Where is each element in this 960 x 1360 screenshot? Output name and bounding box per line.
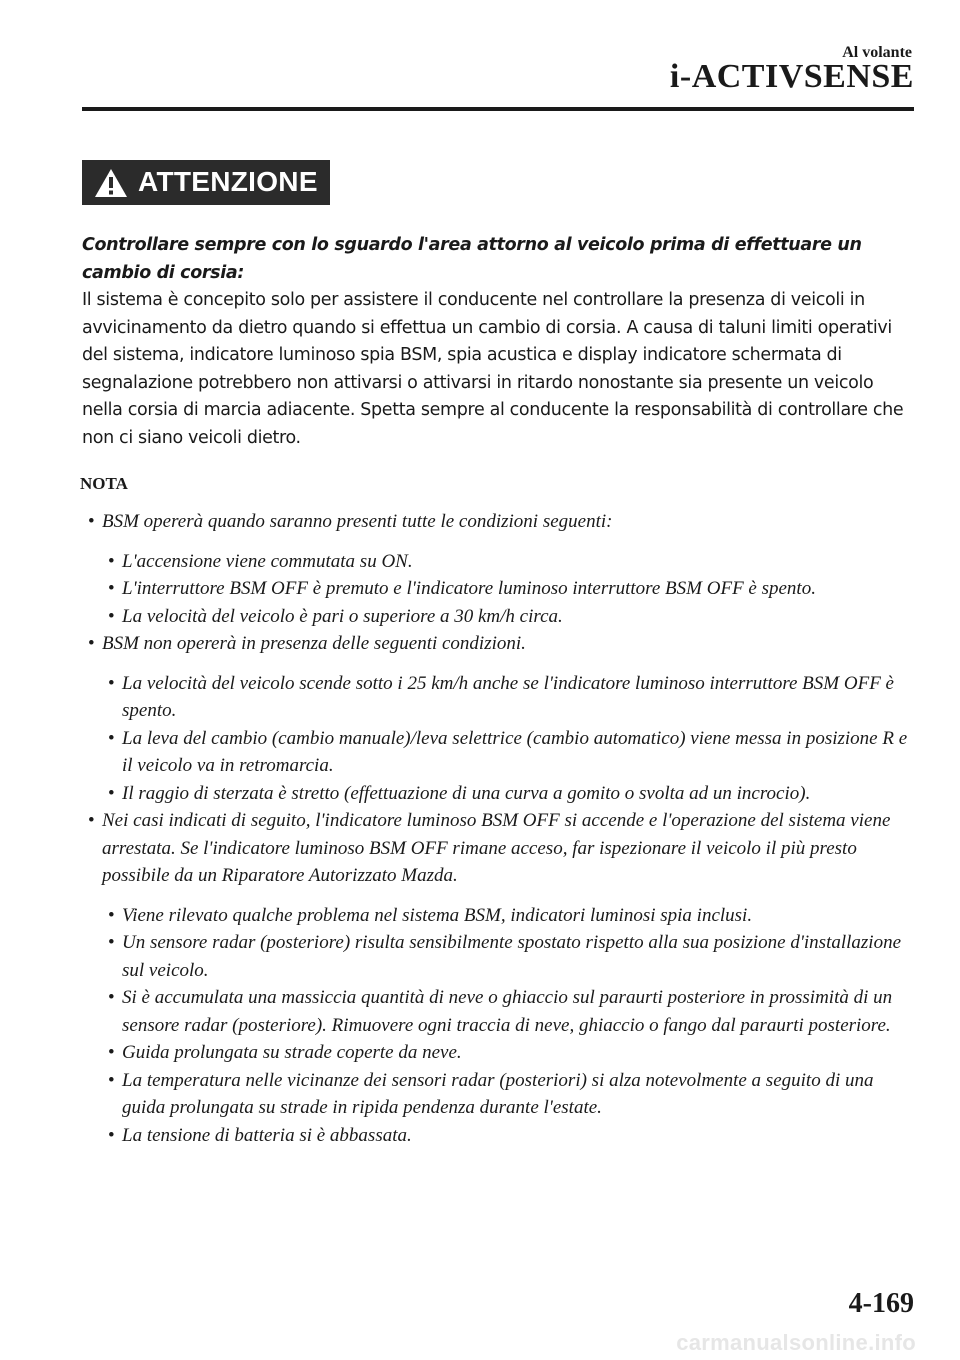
header-rule	[82, 107, 914, 111]
bullet: •	[88, 633, 95, 654]
note-subitem-text: Il raggio di sterzata è stretto (effettuazione di una curva a gomito o svolta ad un incrocio).	[122, 782, 811, 804]
note-subitem	[76, 929, 916, 984]
warning-text	[82, 232, 912, 452]
bullet: •	[108, 550, 115, 572]
note-label: NOTA	[80, 474, 128, 493]
note-subitem-text: L'interruttore BSM OFF è premuto e l'indicatore luminoso interruttore BSM OFF è spento.	[122, 578, 816, 599]
note-subitem-text: La velocità del veicolo è pari o superiore a 30 km/h circa.	[122, 605, 563, 627]
note-subitem	[76, 670, 916, 725]
note-subitem-text: La leva del cambio (cambio manuale)/leva selettrice (cambio automatico) viene messa in posizione R e il veicolo va in retromarcia.	[122, 727, 908, 776]
note-subitem	[76, 725, 916, 780]
bullet: •	[108, 1124, 115, 1146]
warning-banner	[82, 160, 330, 205]
chapter-title: i-ACTIVSENSE	[669, 58, 914, 95]
bullet: •	[88, 810, 95, 831]
note-subitem	[76, 1039, 916, 1067]
bullet: •	[108, 727, 115, 749]
bullet: •	[108, 605, 115, 627]
note-list	[76, 508, 916, 1149]
note-subitem	[76, 902, 916, 930]
warning-body: Il sistema è concepito solo per assistere il conducente nel controllare la presenza di veicoli in avvicinamento da dietro quando si effettua un cambio di corsia. A causa di taluni limiti operativi del sistema, indicatore luminoso spia BSM, spia acustica e display indicatore schermata di segnalazione potrebbero non attivarsi o attivarsi in ritardo nonostante sia presente un veicolo nella corsia di marcia adiacente. Spetta sempre al conducente la responsabilità di controllare che non ci siano veicoli dietro.	[82, 290, 904, 448]
bullet: •	[108, 932, 115, 953]
bullet: •	[108, 1042, 115, 1063]
note-subitem-text: Guida prolungata su strade coperte da neve.	[122, 1042, 462, 1063]
bullet: •	[108, 987, 115, 1008]
note-subitem-text: La velocità del veicolo scende sotto i 25 km/h anche se l'indicatore luminoso interruttore BSM OFF è spento.	[122, 672, 894, 721]
note-subitem	[76, 575, 916, 603]
note-subitem-text: La tensione di batteria si è abbassata.	[122, 1124, 412, 1146]
section-name: Al volante	[842, 44, 912, 61]
note-subitem-text: Si è accumulata una massiccia quantità di neve o ghiaccio sul paraurti posteriore in prossimità di un sensore radar (posteriore). Rimuovere ogni traccia di neve, ghiaccio o fango dal paraurti posteriore.	[122, 987, 893, 1036]
note-subitem-text: Un sensore radar (posteriore) risulta sensibilmente spostato rispetto alla sua posizione d'installazione sul veicolo.	[122, 932, 902, 981]
watermark: carmanualsonline.info	[676, 1330, 916, 1355]
note-item	[76, 630, 916, 658]
note-subitem	[76, 780, 916, 808]
note-subitem	[76, 603, 916, 631]
bullet: •	[108, 578, 115, 599]
note-item-text: BSM non opererà in presenza delle seguenti condizioni.	[102, 633, 526, 654]
note-item-text: Nei casi indicati di seguito, l'indicatore luminoso BSM OFF si accende e l'operazione del sistema viene arrestata. Se l'indicatore luminoso BSM OFF rimane acceso, far ispezionare il veicolo il più presto possibile da un Riparatore Autorizzato Mazda.	[102, 810, 891, 886]
note-subitem-text: Viene rilevato qualche problema nel sistema BSM, indicatori luminosi spia inclusi.	[122, 904, 753, 926]
bullet: •	[108, 782, 115, 804]
bullet: •	[88, 511, 95, 532]
warning-label: ATTENZIONE	[138, 166, 318, 197]
note-subitem	[76, 1067, 916, 1122]
page-number: 4-169	[848, 1288, 914, 1319]
note-item-text: BSM opererà quando saranno presenti tutte le condizioni seguenti:	[102, 511, 613, 532]
note-item	[76, 807, 916, 890]
note-subitem-text: L'accensione viene commutata su ON.	[122, 550, 413, 572]
warning-triangle-icon	[94, 168, 128, 198]
warning-heading: Controllare sempre con lo sguardo l'area attorno al veicolo prima di effettuare un cambio di corsia:	[82, 235, 862, 283]
bullet: •	[108, 672, 115, 694]
note-subitem	[76, 548, 916, 576]
bullet: •	[108, 904, 115, 926]
note-item	[76, 508, 916, 536]
note-subitem	[76, 1122, 916, 1150]
note-subitem	[76, 984, 916, 1039]
bullet: •	[108, 1069, 115, 1091]
note-subitem-text: La temperatura nelle vicinanze dei sensori radar (posteriori) si alza notevolmente a seguito di una guida prolungata su strade in ripida pendenza durante l'estate.	[122, 1069, 874, 1118]
